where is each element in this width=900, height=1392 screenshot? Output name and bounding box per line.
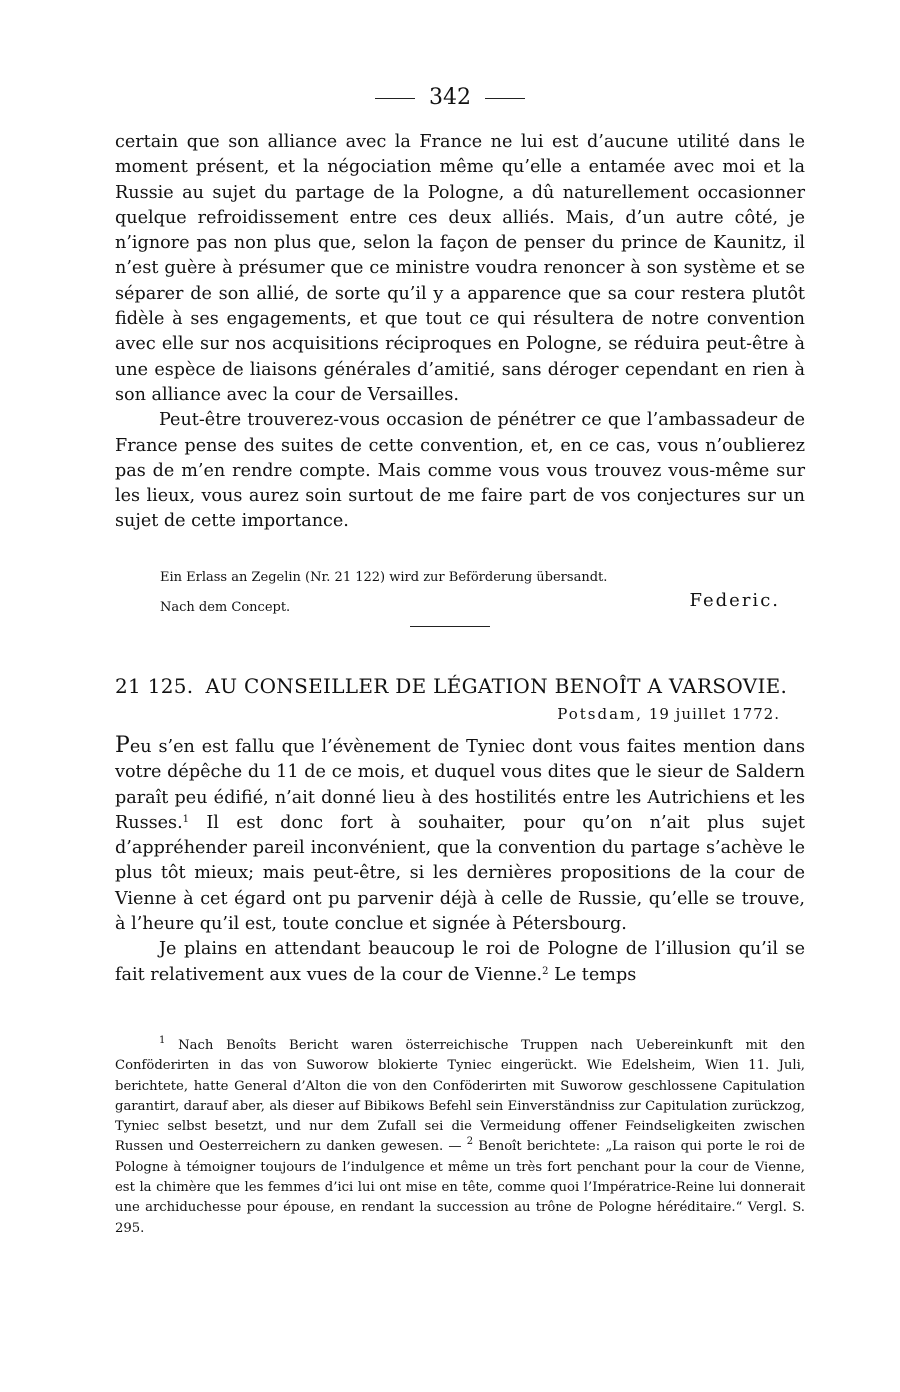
page-number-dash-right	[485, 98, 525, 99]
letter2-paragraph-2-text: Je plains en attendant beaucoup le roi de Pologne de l’illusion qu’il se fait relativement aux vues de la cour de Vienne.	[115, 939, 805, 985]
dateline	[557, 705, 780, 723]
dateline-date: 19 juillet 1772.	[648, 705, 780, 723]
page-number-dash-left	[375, 98, 415, 99]
footnote-ref-2: 2	[542, 965, 549, 977]
letter-body	[115, 733, 805, 988]
footnote-1: Nach Benoîts Bericht waren österreichische Truppen nach Uebereinkunft mit den Conföderirten in das von Suworow blokierte Tyniec eingerückt. Wie Edelsheim, Wien 11. Juli, berichtete, hatte General d’Alton die von den Conföderirten mit Suworow geschlossene Capitulation garantirt, darauf aber, als dieser auf Bibikows Befehl sein Einverständniss zur Capitulation zurückzog, Tyniec selbst besetzt, und nur dem Zufall sei die Vermeidung offener Feindseligkeiten zwischen Russen und Oesterreichern zu danken gewesen. —	[115, 1038, 805, 1155]
letter2-paragraph-2-rest: Le temps	[548, 964, 637, 985]
footnote-text	[115, 1036, 805, 1239]
letter2-paragraph-2	[115, 937, 805, 988]
initial-letter: P	[115, 733, 130, 758]
letter-body-continued	[115, 130, 805, 535]
footnotes	[115, 1036, 805, 1239]
section-divider	[410, 626, 490, 627]
erlass-note: Ein Erlass an Zegelin (Nr. 21 122) wird zur Beförderung übersandt.	[160, 570, 608, 585]
dateline-place: Potsdam,	[557, 705, 644, 723]
footnote-ref-1: 1	[182, 813, 190, 825]
footnote-mark-2: 2	[466, 1136, 474, 1148]
letter1-paragraph-2: Peut-être trouverez-vous occasion de pénétrer ce que l’ambassadeur de France pense des suites de cette convention, et, en ce cas, vous n’oublierez pas de m’en rendre compte. Mais comme vous vous trouvez vous-même sur les lieux, vous aurez soin surtout de me faire part de vos conjectures sur un sujet de cette importance.	[115, 410, 805, 532]
footnote-mark-1: 1	[159, 1035, 166, 1046]
page-number	[0, 86, 900, 110]
footnote-2: Benoît berichtete: „La raison qui porte le roi de Pologne à témoigner toujours de l’indulgence et même un très fort penchant pour la cour de Vienne, est la chimère que les femmes d’ici lui ont mise en tête, comme quoi l’Impératrice-Reine lui donnerait une archiduchesse pour épouse, en rendant la succession au trône de Pologne héréditaire.“ Vergl. S. 295.	[115, 1139, 805, 1236]
concept-note: Nach dem Concept.	[160, 600, 291, 615]
letter-number: 21 125.	[115, 674, 194, 698]
letter2-paragraph-1	[115, 733, 805, 937]
letter1-paragraph-1: certain que son alliance avec la France ne lui est d’aucune utilité dans le moment présent, et la négociation même qu’elle a entamée avec moi et la Russie au sujet du partage de la Pologne, a dû naturellement occasionner quelque refroidissement entre ces deux alliés. Mais, d’un autre côté, je n’ignore pas non plus que, selon la façon de penser du prince de Kaunitz, il n’est guère à présumer que ce ministre voudra renoncer à son système et se séparer de son allié, de sorte qu’il y a apparence que sa cour restera plutôt fidèle à ses engagements, et que tout ce qui résultera de notre convention avec elle sur nos acquisitions réciproques en Pologne, se réduira peut-être à une espèce de liaisons générales d’amitié, sans déroger cependant en rien à son alliance avec la cour de Versailles.	[115, 132, 805, 405]
page-number-text: 342	[429, 85, 471, 110]
letter-heading	[115, 673, 805, 699]
letter-title: AU CONSEILLER DE LÉGATION BENOÎT A VARSOVIE.	[205, 674, 788, 698]
signature: Federic.	[689, 590, 780, 611]
letter2-paragraph-1-text: eu s’en est fallu que l’évènement de Tyniec dont vous faites mention dans votre dépêche du 11 de ce mois, et duquel vous dites que le sieur de Saldern paraît peu édifié, n’ait donné lieu à des hostilités entre les Autrichiens et les Russes.	[115, 737, 805, 833]
letter2-paragraph-1-rest: Il est donc fort à souhaiter, pour qu’on n’ait plus sujet d’appréhender pareil inconvénient, que la convention du partage s’achève le plus tôt mieux; mais peut-être, si les dernières propositions de la cour de Vienne à cet égard ont pu parvenir déjà à celle de Russie, qu’elle se trouve, à l’heure qu’il est, toute conclue et signée à Pétersbourg.	[115, 812, 805, 935]
